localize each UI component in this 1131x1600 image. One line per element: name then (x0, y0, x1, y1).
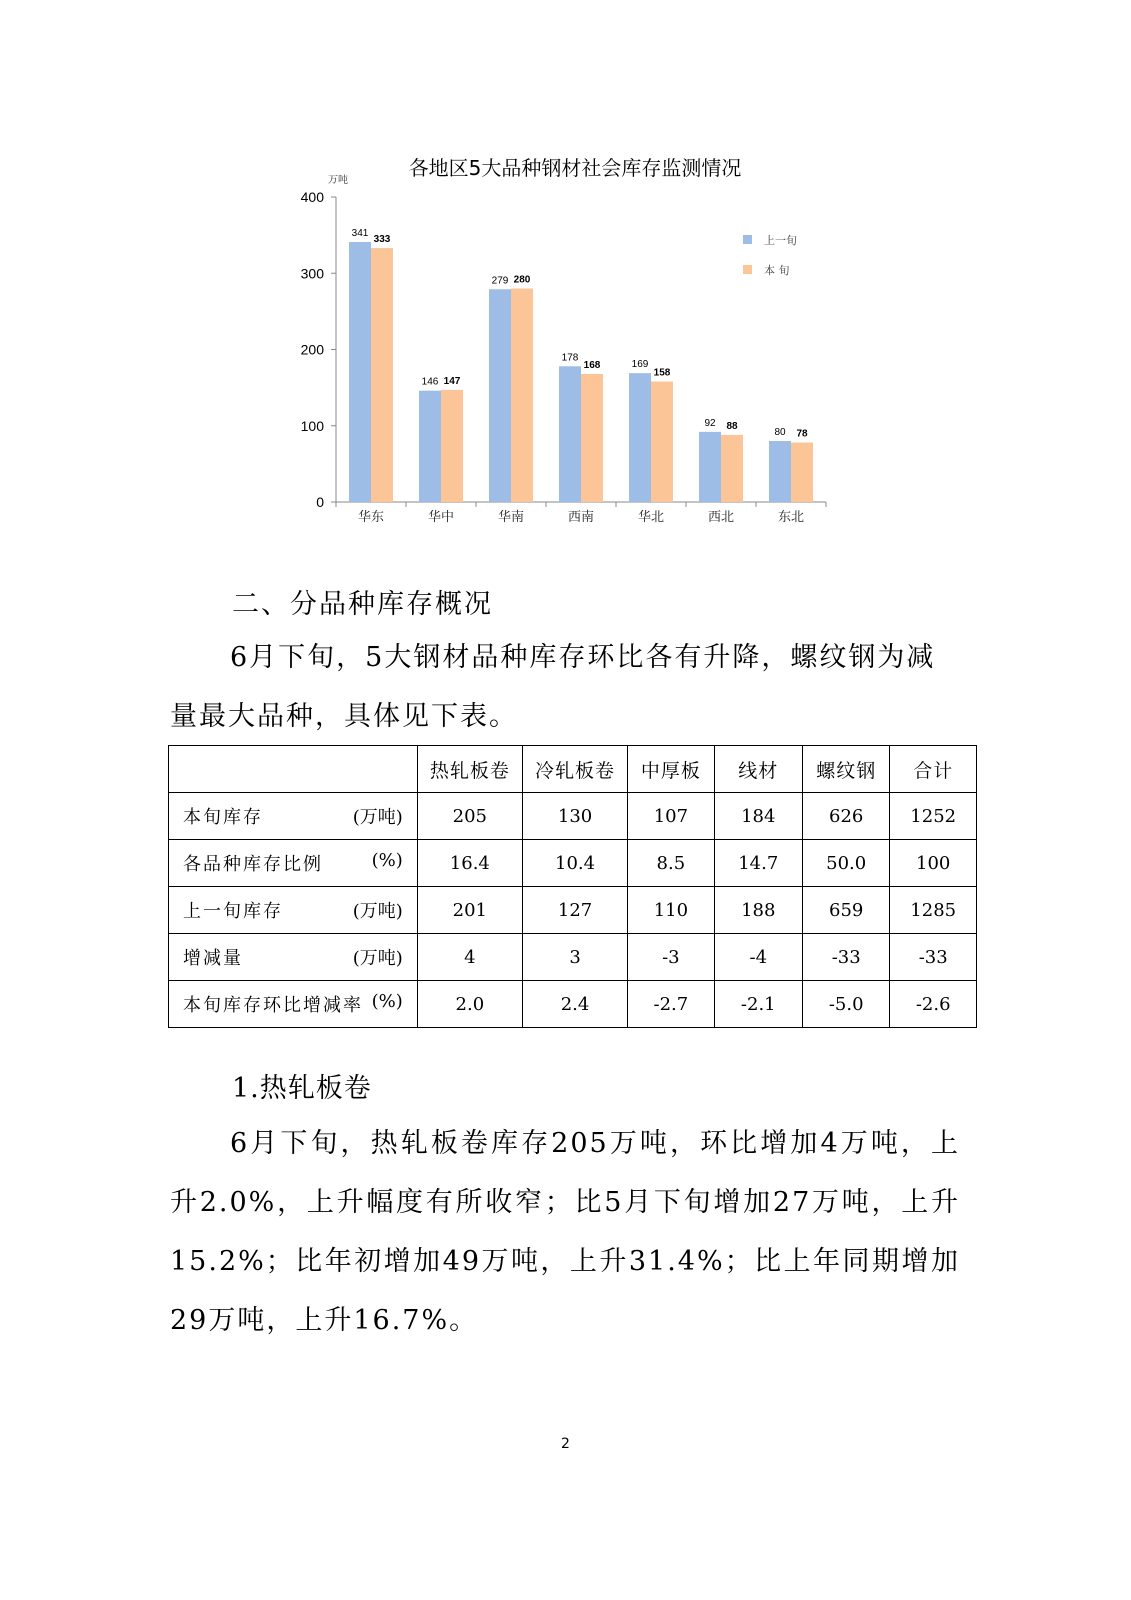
table-cell: 2.4 (522, 981, 627, 1028)
bar-current (791, 443, 813, 502)
row-label: 本旬库存环比增减率 (183, 995, 363, 1016)
page-number: 2 (561, 1436, 570, 1452)
bar-previous (559, 366, 581, 502)
row-unit: (万吨) (352, 948, 403, 969)
table-row (169, 793, 977, 840)
chart-svg (0, 0, 1131, 560)
table-cell: -2.7 (628, 981, 714, 1028)
data-label: 279 (491, 275, 509, 287)
chart-title: 各地区5大品种钢材社会库存监测情况 (408, 156, 742, 180)
row-label: 上一旬库存 (183, 901, 283, 922)
bar-current (651, 382, 673, 502)
table-cell: -33 (802, 934, 889, 981)
bar-previous (699, 432, 721, 502)
table-cell: 110 (628, 887, 714, 934)
row-header (169, 934, 418, 981)
subsection-title: 1.热轧板卷 (232, 1073, 372, 1104)
x-tick-label: 西北 (707, 510, 735, 525)
data-label: 92 (704, 417, 716, 429)
table-cell: 10.4 (522, 840, 627, 887)
x-tick-label: 华中 (427, 510, 455, 525)
legend-label: 上一旬 (764, 234, 797, 247)
data-label: 280 (513, 274, 531, 286)
table-cell: -5.0 (802, 981, 889, 1028)
data-label: 178 (561, 352, 579, 364)
table-header-cold-rolled: 冷轧板卷 (522, 746, 627, 793)
bar-current (721, 435, 743, 502)
table-header-total: 合计 (890, 746, 977, 793)
y-tick-label: 0 (316, 494, 324, 510)
row-label: 增减量 (183, 948, 243, 969)
data-label: 146 (421, 376, 439, 388)
table-cell: 626 (802, 793, 889, 840)
table-cell: 2.0 (417, 981, 522, 1028)
table-cell: 130 (522, 793, 627, 840)
data-label: 88 (726, 420, 738, 432)
table-row (169, 934, 977, 981)
x-tick-label: 华东 (357, 510, 385, 525)
row-header (169, 840, 418, 887)
table-cell: 1252 (890, 793, 977, 840)
y-tick-label: 100 (300, 417, 324, 434)
table-cell: -3 (628, 934, 714, 981)
bar-current (441, 390, 463, 502)
table-row (169, 840, 977, 887)
table-cell: 107 (628, 793, 714, 840)
table-cell: -4 (714, 934, 802, 981)
table-cell: 659 (802, 887, 889, 934)
table-cell: -33 (890, 934, 977, 981)
table-cell: 188 (714, 887, 802, 934)
bar-previous (769, 441, 791, 502)
bar-previous (419, 391, 441, 502)
table-cell: 100 (890, 840, 977, 887)
x-tick-label: 西南 (567, 510, 595, 525)
table-header-blank (169, 746, 418, 793)
data-label: 333 (373, 234, 391, 246)
table-cell: 14.7 (714, 840, 802, 887)
row-unit: (万吨) (352, 807, 403, 828)
x-tick-label: 东北 (777, 510, 805, 525)
hot-rolled-paragraph: 6月下旬，热轧板卷库存205万吨，环比增加4万吨，上升2.0%，上升幅度有所收窄；比5月下旬增加27万吨，上升15.2%；比年初增加49万吨，上升31.4%；比上年同期增加29万吨，上升16.7%。 (170, 1128, 960, 1336)
legend-swatch (743, 265, 752, 274)
row-header (169, 981, 418, 1028)
x-tick-label: 华北 (637, 510, 665, 525)
row-unit: (万吨) (352, 901, 403, 922)
table-cell: 16.4 (417, 840, 522, 887)
row-label: 各品种库存比例 (183, 854, 323, 875)
table-header-rebar: 螺纹钢 (802, 746, 889, 793)
table-header-row (169, 746, 977, 793)
table-cell: 205 (417, 793, 522, 840)
section-title: 二、分品种库存概况 (232, 589, 493, 620)
table-cell: 201 (417, 887, 522, 934)
legend-swatch (743, 235, 752, 244)
row-label: 本旬库存 (183, 807, 263, 828)
table-header-plate: 中厚板 (628, 746, 714, 793)
table-header-wire-rod: 线材 (714, 746, 802, 793)
table-cell: 127 (522, 887, 627, 934)
y-tick-label: 400 (300, 189, 324, 205)
row-unit: (%) (371, 850, 403, 871)
table-cell: 4 (417, 934, 522, 981)
legend-label: 本 旬 (764, 264, 790, 277)
table-cell: 1285 (890, 887, 977, 934)
data-label: 341 (351, 227, 369, 239)
table-cell: -2.6 (890, 981, 977, 1028)
bar-current (371, 248, 393, 502)
intro-paragraph: 6月下旬，5大钢材品种库存环比各有升降，螺纹钢为减量最大品种，具体见下表。 (170, 642, 936, 732)
table-row (169, 981, 977, 1028)
bar-previous (489, 289, 511, 502)
table-cell: 50.0 (802, 840, 889, 887)
data-label: 80 (774, 427, 786, 438)
table-header-hot-rolled: 热轧板卷 (417, 746, 522, 793)
table-row (169, 887, 977, 934)
data-label: 168 (583, 359, 601, 371)
data-label: 169 (631, 359, 649, 371)
inventory-bar-chart (0, 0, 1131, 560)
table-cell: -2.1 (714, 981, 802, 1028)
bar-previous (349, 242, 371, 502)
data-label: 147 (443, 375, 461, 387)
row-unit: (%) (371, 991, 403, 1012)
table-cell: 3 (522, 934, 627, 981)
data-label: 158 (653, 367, 671, 379)
row-header (169, 793, 418, 840)
y-tick-label: 300 (300, 265, 324, 282)
row-header (169, 887, 418, 934)
y-axis-unit-label: 万吨 (328, 175, 348, 186)
x-tick-label: 华南 (497, 510, 525, 525)
y-tick-label: 200 (300, 341, 324, 358)
inventory-table (168, 745, 977, 1028)
table-cell: 8.5 (628, 840, 714, 887)
bar-previous (629, 373, 651, 502)
bar-current (581, 374, 603, 502)
bar-current (511, 289, 533, 503)
table-cell: 184 (714, 793, 802, 840)
data-label: 78 (796, 428, 808, 440)
